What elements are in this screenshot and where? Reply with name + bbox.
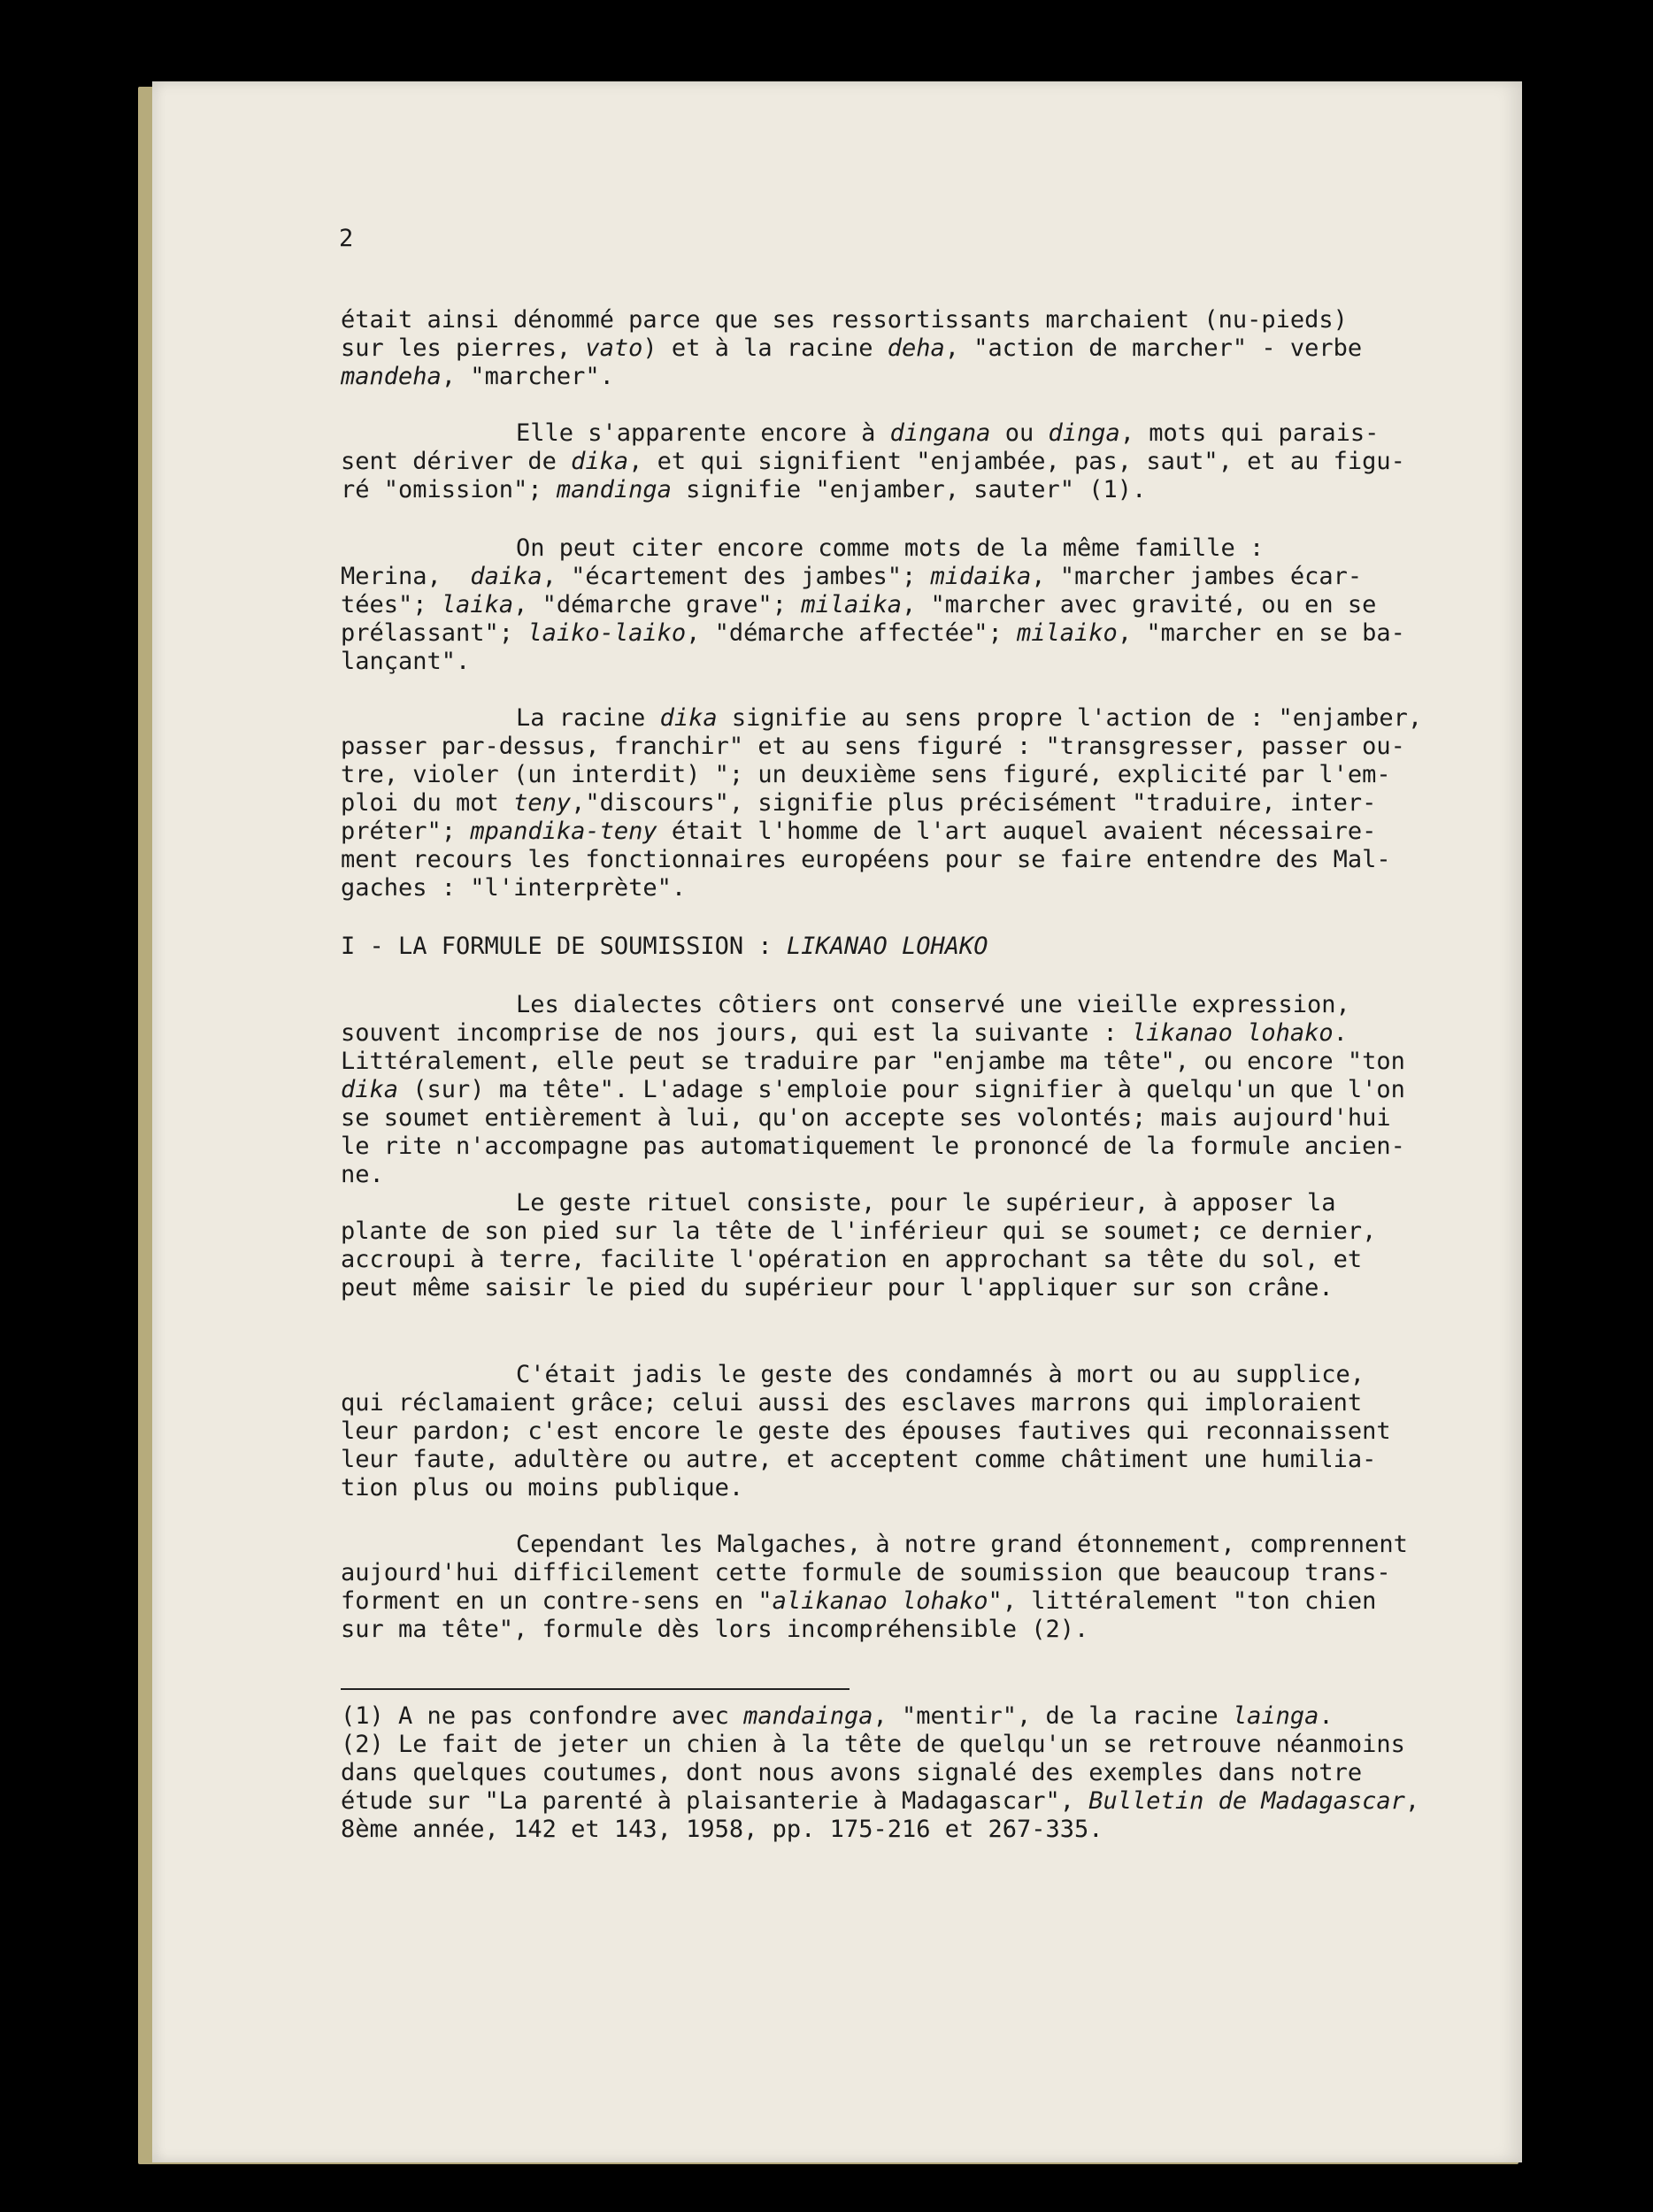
footnote-rule [341,1688,850,1690]
italic-term: teny [513,789,572,817]
text-run: Littéralement, elle peut se traduire par "enjambe ma tête", ou encore "ton [341,1048,1405,1075]
italic-term: milaika [801,591,902,618]
italic-term: LIKANAO LOHAKO [786,933,988,960]
italic-term: mandeha [341,363,442,390]
text-run: était ainsi dénommé parce que ses ressortissants marchaient (nu-pieds) [341,306,1348,334]
italic-term: dika [659,704,718,732]
text-line [341,1361,1429,1389]
text-line [341,1587,1429,1616]
text-line [341,1474,1429,1502]
text-line [341,1076,1429,1104]
text-line [341,1417,1429,1446]
text-run: , "marcher jambes écar- [1031,563,1363,590]
text-run: accroupi à terre, facilite l'opération en approchant sa tête du sol, et [341,1246,1363,1273]
text-run: ou [990,419,1049,447]
text-line [341,1274,1429,1302]
text-run: I - LA FORMULE DE SOUMISSION : [341,933,787,960]
page-number: 2 [339,225,354,252]
text-line [341,874,1429,902]
text-run: étude sur "La parenté à plaisanterie à Madagascar", [341,1787,1089,1815]
italic-term: likanao lohako [1132,1019,1334,1047]
text-line [341,648,1429,676]
italic-term: mandainga [743,1702,873,1730]
italic-term: daika [470,563,542,590]
text-line [341,334,1429,363]
text-line [341,1161,1429,1189]
text-run: ne. [341,1161,384,1188]
text-line [341,1104,1429,1133]
italic-term: dika [341,1076,399,1103]
text-run: C'était jadis le geste des condamnés à mort ou au supplice, [516,1361,1365,1388]
text-run: (1) A ne pas confondre avec [341,1702,744,1730]
text-run: qui réclamaient grâce; celui aussi des esclaves marrons qui imploraient [341,1389,1363,1417]
text-run: , "marcher en se ba- [1117,619,1405,647]
text-line [341,789,1429,818]
text-run: tées"; [341,591,442,618]
italic-term: vato [585,334,643,362]
text-run: gaches : "l'interprète". [341,874,687,902]
text-line [341,1702,1429,1731]
text-run: , "marcher avec gravité, ou en se [901,591,1377,618]
section-heading [341,933,1429,961]
italic-term: mpandika-teny [470,818,657,845]
footnote-2 [341,1731,1429,1844]
text-run: ,"discours", signifie plus précisément "traduire, inter- [571,789,1377,817]
text-line [341,1759,1429,1787]
text-run: peut même saisir le pied du supérieur pour l'appliquer sur son crâne. [341,1274,1334,1302]
text-run: sur ma tête", formule dès lors incompréhensible (2). [341,1616,1089,1643]
italic-term: dingana [889,419,991,447]
text-run: se soumet entièrement à lui, qu'on accepte ses volontés; mais aujourd'hui [341,1104,1391,1132]
text-run: lançant". [341,648,471,675]
italic-term: Bulletin de Madagascar [1088,1787,1405,1815]
text-run: sur les pierres, [341,334,586,362]
text-line [341,1019,1429,1048]
text-run: dans quelques coutumes, dont nous avons signalé des exemples dans notre [341,1759,1363,1786]
text-run: ) et à la racine [642,334,888,362]
text-line [341,419,1429,448]
paragraph-8 [341,1531,1429,1644]
italic-term: dinga [1048,419,1120,447]
text-run: Le geste rituel consiste, pour le supérieur, à apposer la [516,1189,1336,1217]
text-line [341,1189,1429,1217]
paragraph-6 [341,1189,1429,1302]
text-line [341,1787,1429,1816]
text-run: Les dialectes côtiers ont conservé une vieille expression, [516,991,1350,1018]
text-run: ment recours les fonctionnaires européens pour se faire entendre des Mal- [341,846,1391,873]
text-line [341,1816,1429,1844]
text-run: prélassant"; [341,619,528,647]
text-run: tion plus ou moins publique. [341,1474,744,1502]
text-line [341,563,1429,591]
paragraph-2 [341,419,1429,504]
text-line [341,591,1429,619]
text-run: , "mentir", de la racine [873,1702,1233,1730]
text-line [341,818,1429,846]
italic-term: lainga [1232,1702,1319,1730]
text-run: tre, violer (un interdit) "; un deuxième sens figuré, explicité par l'em- [341,761,1391,788]
text-line [341,1559,1429,1587]
text-run: Merina, [341,563,471,590]
text-run: . [1319,1702,1334,1730]
text-run: , "écartement des jambes"; [542,563,931,590]
text-run: , "démarche grave"; [513,591,802,618]
text-line [341,306,1429,334]
text-run: ploi du mot [341,789,514,817]
text-line [341,1048,1429,1076]
text-run: forment en un contre-sens en " [341,1587,773,1615]
text-line [341,1446,1429,1474]
text-run: On peut citer encore comme mots de la même famille : [516,534,1265,562]
paragraph-1 [341,306,1429,391]
text-run: , "marcher". [441,363,614,390]
text-line [341,363,1429,391]
text-line [341,733,1429,761]
italic-term: laiko-laiko [527,619,687,647]
italic-term: laika [441,591,514,618]
text-run: , [1404,1787,1420,1815]
text-line [341,1217,1429,1246]
paragraph-3 [341,534,1429,676]
italic-term: dika [571,448,629,475]
text-run: signifie au sens propre l'action de : "enjamber, [717,704,1423,732]
text-line [341,448,1429,476]
text-run: passer par-dessus, franchir" et au sens figuré : "transgresser, passer ou- [341,733,1405,760]
italic-term: alikanao lohako [772,1587,988,1615]
text-line [341,761,1429,789]
text-line [341,1616,1429,1644]
text-run: 8ème année, 142 et 143, 1958, pp. 175-216 et 267-335. [341,1816,1103,1843]
text-line [341,1133,1429,1161]
text-run: leur pardon; c'est encore le geste des épouses fautives qui reconnaissent [341,1417,1391,1445]
italic-term: deha [887,334,945,362]
text-run: le rite n'accompagne pas automatiquement le prononcé de la formule ancien- [341,1133,1405,1160]
text-run: plante de son pied sur la tête de l'inférieur qui se soumet; ce dernier, [341,1217,1377,1245]
paragraph-7 [341,1361,1429,1502]
text-run: La racine [516,704,660,732]
text-run: (sur) ma tête". L'adage s'emploie pour signifier à quelqu'un que l'on [398,1076,1405,1103]
text-run: était l'homme de l'art auquel avaient nécessaire- [657,818,1377,845]
text-run: signifie "enjamber, sauter" (1). [671,476,1147,503]
italic-term: midaika [930,563,1032,590]
text-run: . [1333,1019,1348,1047]
text-run: ré "omission"; [341,476,557,503]
paragraph-5 [341,991,1429,1189]
text-run: , "action de marcher" - verbe [944,334,1363,362]
text-run: sent dériver de [341,448,572,475]
text-run: , "démarche affectée"; [686,619,1018,647]
text-line [341,1246,1429,1274]
text-run: , et qui signifient "enjambée, pas, saut", et au figu- [628,448,1405,475]
text-line [341,534,1429,563]
text-line [341,846,1429,874]
italic-term: milaiko [1017,619,1118,647]
text-run: (2) Le fait de jeter un chien à la tête de quelqu'un se retrouve néanmoins [341,1731,1405,1758]
footnote-1 [341,1702,1429,1731]
paragraph-4 [341,704,1429,902]
italic-term: mandinga [556,476,672,503]
text-run: ", littéralement "ton chien [988,1587,1377,1615]
text-line [341,1531,1429,1559]
text-run: souvent incomprise de nos jours, qui est la suivante : [341,1019,1133,1047]
text-line [341,704,1429,733]
text-line [341,991,1429,1019]
text-run: préter"; [341,818,471,845]
text-run: leur faute, adultère ou autre, et acceptent comme châtiment une humilia- [341,1446,1377,1473]
text-line [341,476,1429,504]
text-line [341,619,1429,648]
text-run: , mots qui parais- [1119,419,1380,447]
text-run: aujourd'hui difficilement cette formule de soumission que beaucoup trans- [341,1559,1391,1586]
text-run: Elle s'apparente encore à [516,419,890,447]
text-run: Cependant les Malgaches, à notre grand étonnement, comprennent [516,1531,1408,1558]
text-line [341,1389,1429,1417]
text-line [341,1731,1429,1759]
text-line [341,933,1429,961]
